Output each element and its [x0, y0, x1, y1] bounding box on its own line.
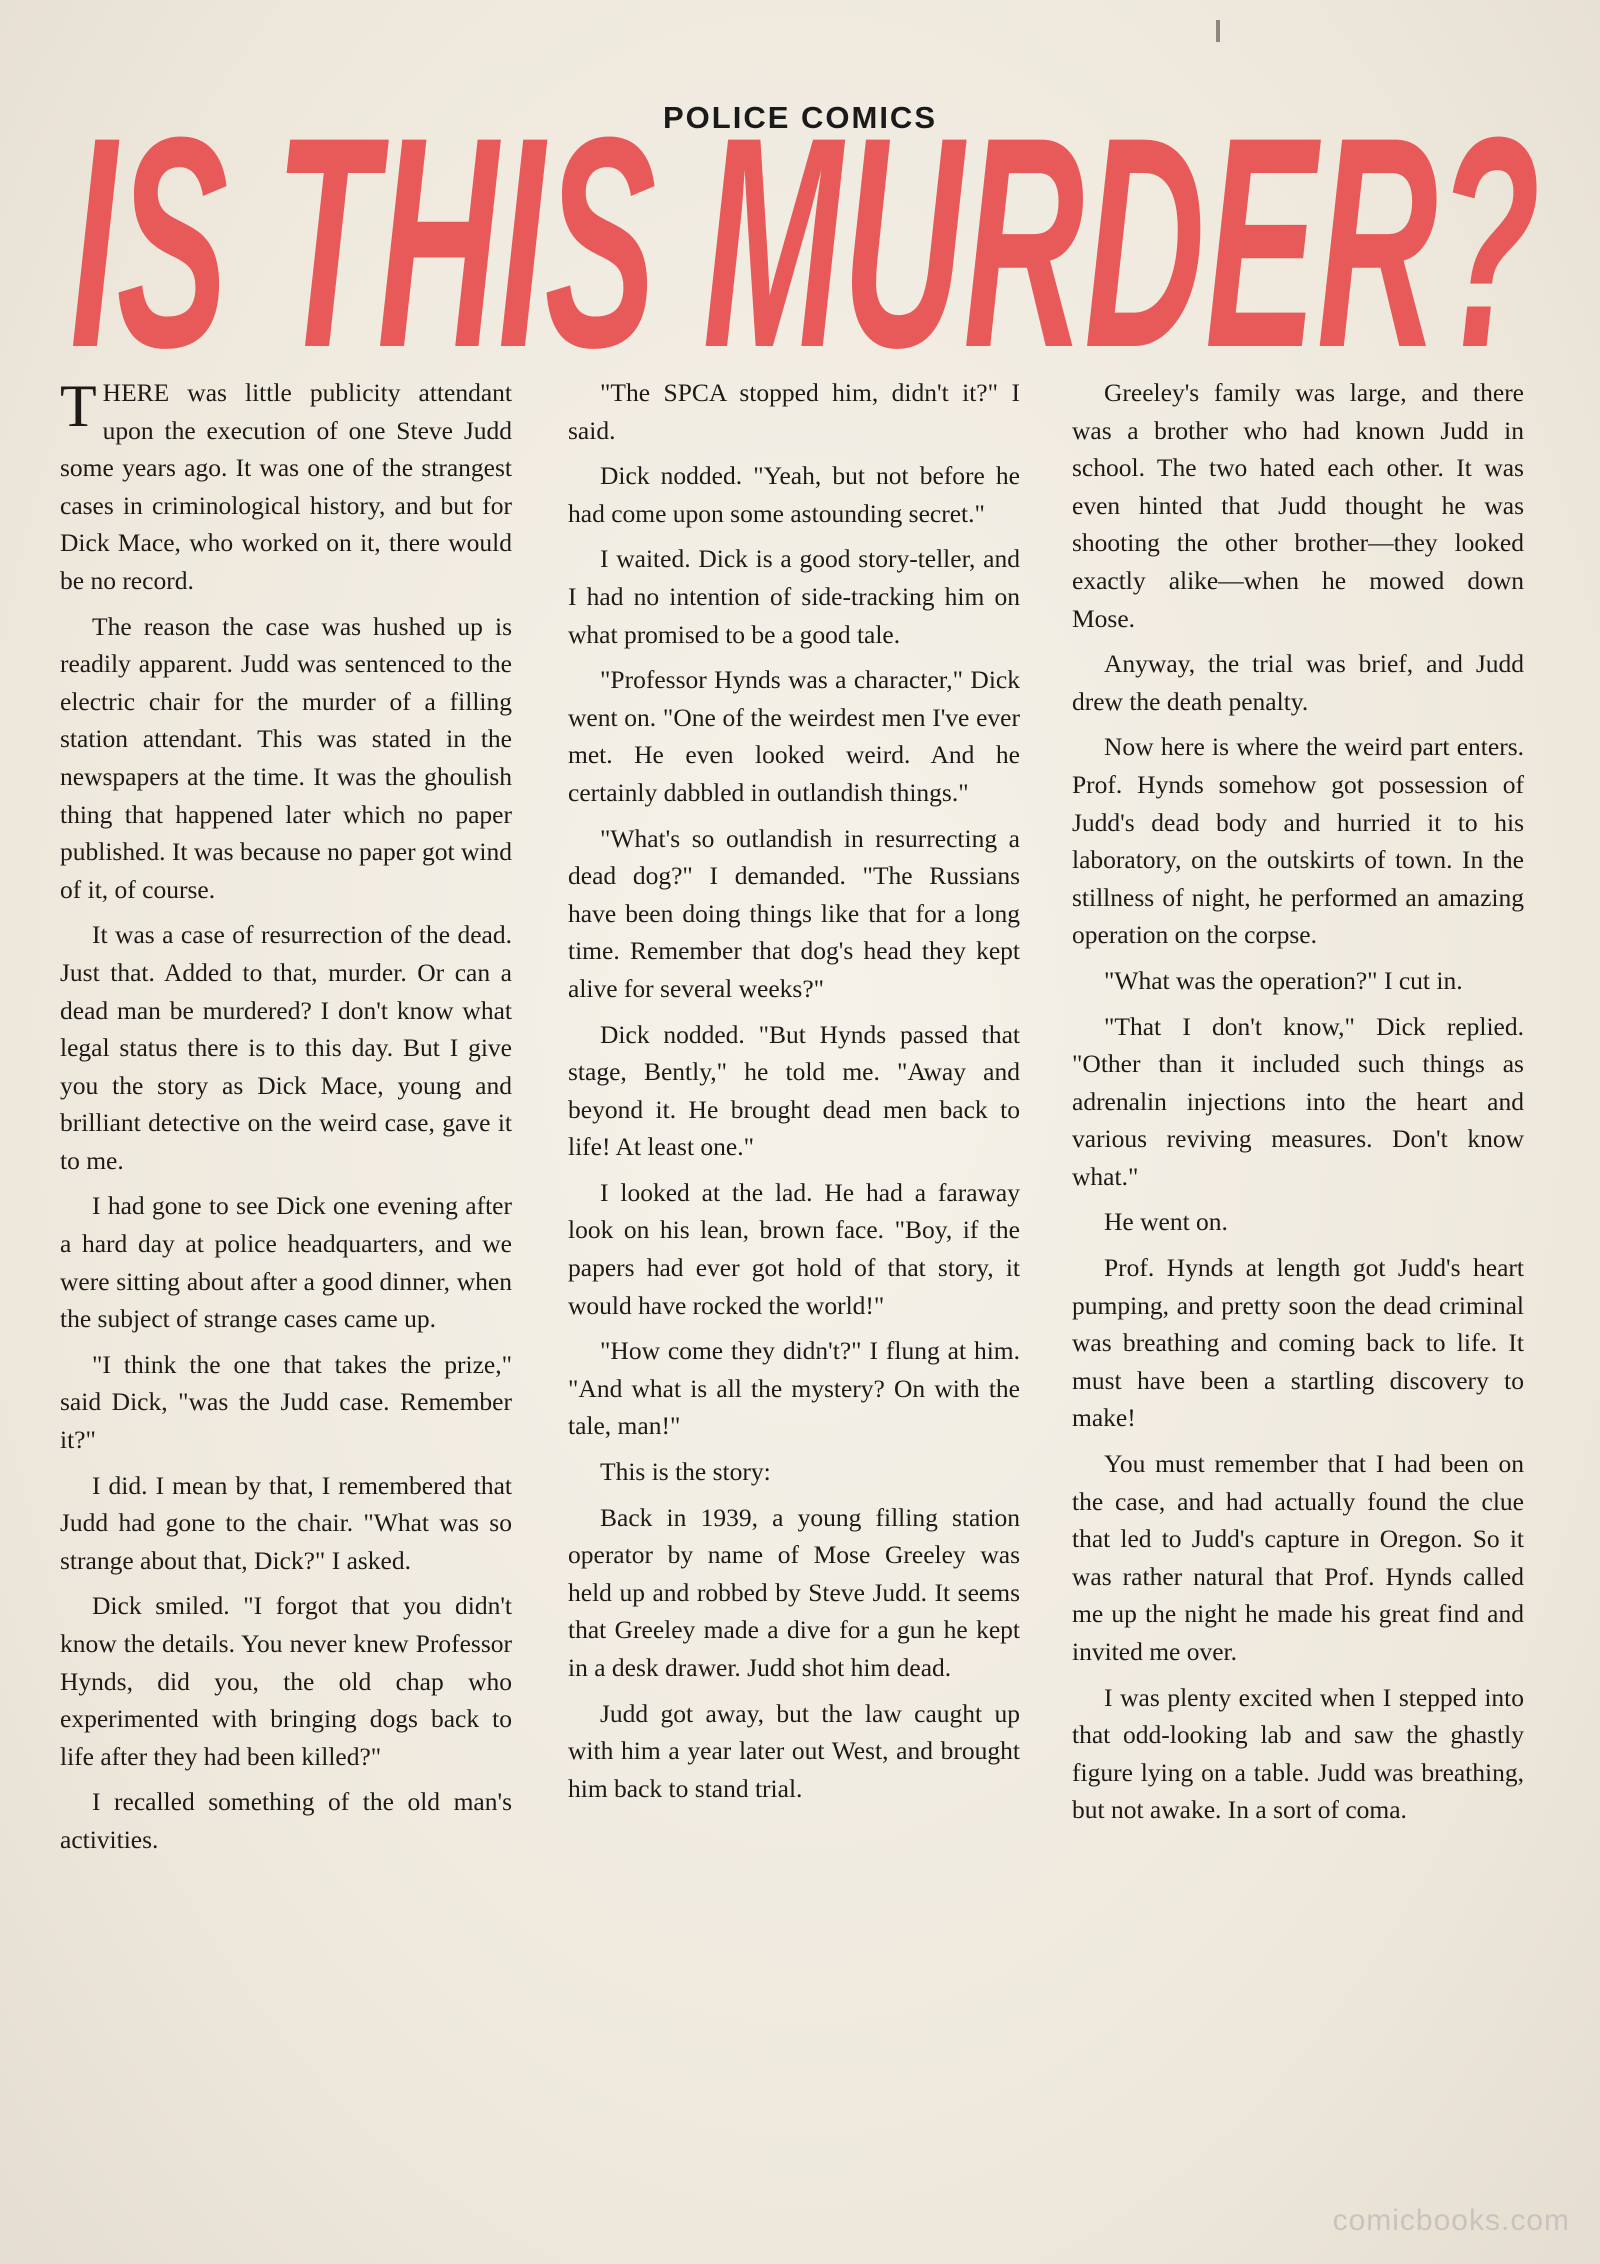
paragraph: Prof. Hynds at length got Judd's heart pumping, and pretty soon the dead criminal was breathing and coming back to life. It must have been a startling discovery to make! — [1072, 1253, 1524, 1433]
paragraph: I was plenty excited when I stepped into that odd-looking lab and saw the ghastly figure lying on a table. Judd was breathing, but not awake. In a sort of coma. — [1072, 1682, 1524, 1825]
drop-cap: T — [60, 374, 97, 439]
paragraph: "The SPCA stopped him, didn't it?" I said. — [568, 378, 1020, 445]
paragraph: Judd got away, but the law caught up with him a year later out West, and brought him back to stand trial. — [568, 1698, 1020, 1803]
site-watermark: comicbooks.com — [1332, 2204, 1570, 2237]
paragraph: He went on. — [1104, 1207, 1228, 1237]
paragraph: Dick nodded. "But Hynds passed that stage, Bently," he told me. "Away and beyond it. He brought dead men back to life! At least one." — [568, 1019, 1020, 1162]
paragraph: I did. I mean by that, I remembered that Judd had gone to the chair. "What was so strange about that, Dick?" I asked. — [60, 1470, 512, 1575]
paragraph: "Professor Hynds was a character," Dick went on. "One of the weirdest men I've ever met. He even looked weird. And he certainly dabbled in outlandish things." — [568, 665, 1020, 807]
paragraph: "How come they didn't?" I flung at him. "And what is all the mystery? On with the tale, man!" — [568, 1336, 1020, 1441]
paragraph: Dick nodded. "Yeah, but not before he had come upon some astounding secret." — [568, 461, 1020, 528]
paragraph: I waited. Dick is a good story-teller, and I had no intention of side-tracking him on what promised to be a good tale. — [568, 544, 1020, 649]
paragraph: I recalled something of the old man's activities. — [60, 1787, 512, 1854]
story-headline — [60, 108, 1550, 373]
paragraph: I had gone to see Dick one evening after a hard day at police headquarters, and we were sitting about after a good dinner, when the subject of strange cases came up. — [60, 1191, 512, 1334]
paragraph: THERE was little publicity attendant upon the execution of one Steve Judd some years ago. It was one of the strangest cases in criminological history, and but for Dick Mace, who worked on it, there would be no record. — [60, 374, 512, 595]
story-column-2 — [568, 374, 1020, 2214]
story-columns — [60, 374, 1522, 2214]
paragraph: Dick smiled. "I forgot that you didn't know the details. You never knew Professor Hynds, did you, the old chap who experimented with bringing dogs back to life after they had been killed?" — [60, 1591, 512, 1771]
paragraph: "What's so outlandish in resurrecting a dead dog?" I demanded. "The Russians have been doing things like that for a long time. Remember that dog's head they kept alive for several weeks?" — [568, 823, 1020, 1003]
paragraph: "That I don't know," Dick replied. "Other than it included such things as adrenalin injections into the heart and various reviving measures. Don't know what." — [1072, 1011, 1524, 1191]
paragraph: Greeley's family was large, and there was a brother who had known Judd in school. The two hated each other. It was even hinted that Judd thought he was shooting the other brother—they looked exactly alike—when he mowed down Mose. — [1072, 378, 1524, 633]
paragraph: "I think the one that takes the prize," said Dick, "was the Judd case. Remember it?" — [60, 1349, 512, 1455]
story-column-3 — [1072, 374, 1524, 2214]
magazine-title: POLICE COMICS — [662, 100, 937, 135]
paragraph: It was a case of resurrection of the dead. Just that. Added to that, murder. Or can a dead man be murdered? I don't know what legal status there is to this day. But I give you the story as Dick Mace, young and brilliant detective on the weird case, gave it to me. — [60, 920, 512, 1175]
paragraph: "What was the operation?" I cut in. — [1104, 965, 1463, 995]
story-column-1 — [60, 374, 512, 2214]
paragraph: The reason the case was hushed up is readily apparent. Judd was sentenced to the electric chair for the murder of a filling station attendant. This was stated in the newspapers at the time. It was the ghoulish thing that happened later which no paper published. It was because no paper got wind of it, of course. — [60, 611, 512, 904]
paragraph: I looked at the lad. He had a faraway look on his lean, brown face. "Boy, if the papers had ever got hold of that story, it would have rocked the world!" — [568, 1177, 1020, 1320]
paragraph: Back in 1939, a young filling station operator by name of Mose Greeley was held up and robbed by Steve Judd. It seems that Greeley made a dive for a gun he kept in a desk drawer. Judd shot him dead. — [568, 1502, 1020, 1682]
paragraph: This is the story: — [600, 1457, 771, 1487]
paragraph: Anyway, the trial was brief, and Judd drew the death penalty. — [1072, 649, 1524, 716]
headline-text: IS THIS MURDER? — [70, 108, 1541, 373]
paragraph: Now here is where the weird part enters. Prof. Hynds somehow got possession of Judd's dead body and hurried it to his laboratory, on the outskirts of town. In the stillness of night, he performed an amazing operation on the corpse. — [1072, 732, 1524, 950]
paragraph: You must remember that I had been on the case, and had actually found the clue that led to Judd's capture in Oregon. So it was rather natural that Prof. Hynds called me up the night he made his great find and invited me over. — [1072, 1449, 1524, 1666]
print-mark — [1216, 20, 1220, 42]
